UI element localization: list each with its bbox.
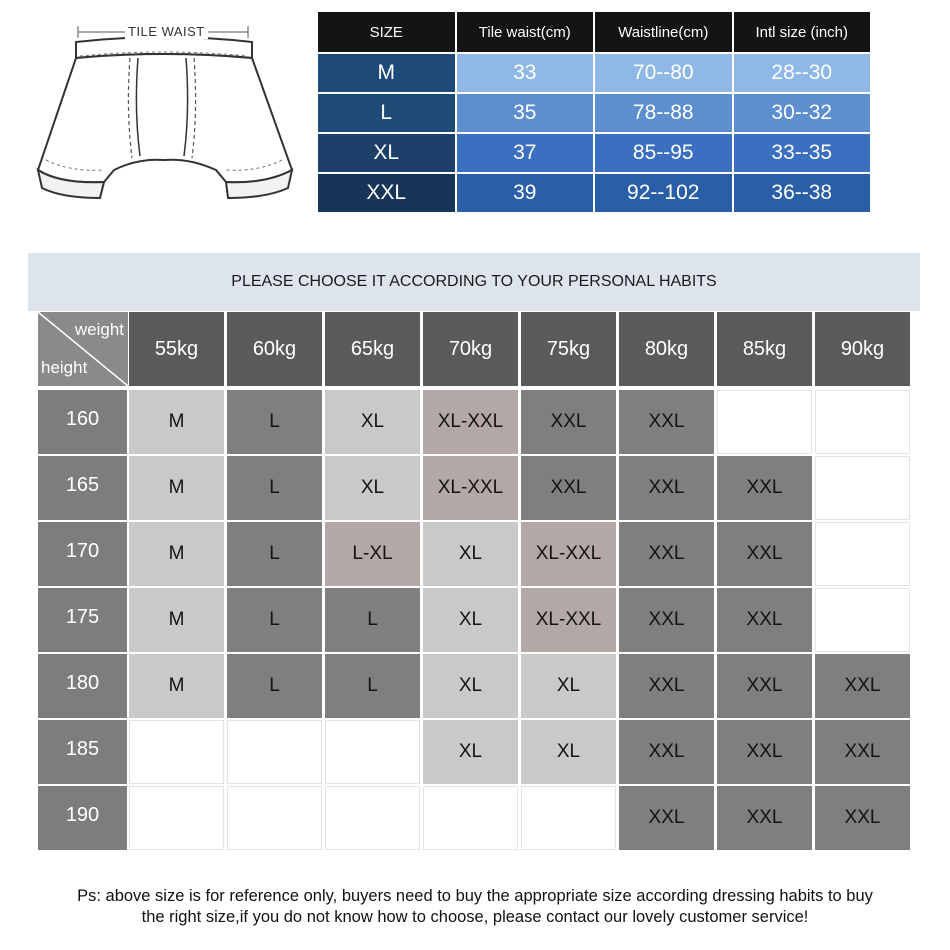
size-cell: L xyxy=(227,588,322,652)
size-table-header-row xyxy=(318,12,870,52)
size-cell: XXL xyxy=(717,456,812,520)
empty-cell xyxy=(325,720,420,784)
weight-header: 60kg xyxy=(227,312,322,386)
empty-cell xyxy=(815,456,910,520)
empty-cell xyxy=(423,786,518,850)
table-row xyxy=(318,54,870,92)
instruction-banner: PLEASE CHOOSE IT ACCORDING TO YOUR PERSONAL HABITS xyxy=(28,253,920,311)
size-cell: L xyxy=(318,94,455,132)
size-cell: XL xyxy=(325,390,420,454)
weight-header: 65kg xyxy=(325,312,420,386)
corner-height-label: height xyxy=(41,358,88,377)
size-cell: XL-XXL xyxy=(423,456,518,520)
size-cell: L xyxy=(227,522,322,586)
size-cell: L xyxy=(325,588,420,652)
size-cell: XL xyxy=(318,134,455,172)
height-header: 170 xyxy=(38,522,127,586)
intl-size-header: Intl size (inch) xyxy=(734,12,871,52)
size-cell: XXL xyxy=(717,654,812,718)
size-cell: XXL xyxy=(619,390,714,454)
height-header: 165 xyxy=(38,456,127,520)
footnote-line-1: Ps: above size is for reference only, buyers need to buy the appropriate size according dressing habits to buy xyxy=(77,887,873,905)
size-cell: XL xyxy=(521,654,616,718)
empty-cell xyxy=(227,786,322,850)
weight-header: 85kg xyxy=(717,312,812,386)
size-cell: M xyxy=(129,522,224,586)
size-cell: XL xyxy=(423,522,518,586)
size-cell: XXL xyxy=(318,174,455,212)
empty-cell xyxy=(815,588,910,652)
size-cell: XXL xyxy=(521,390,616,454)
size-header: SIZE xyxy=(318,12,455,52)
size-cell: XXL xyxy=(619,720,714,784)
table-row xyxy=(318,94,870,132)
size-cell: XXL xyxy=(619,456,714,520)
size-cell: XXL xyxy=(815,654,910,718)
size-table xyxy=(316,10,872,214)
size-cell: XL xyxy=(423,588,518,652)
empty-cell xyxy=(227,720,322,784)
size-cell: XXL xyxy=(619,654,714,718)
size-cell: XXL xyxy=(717,522,812,586)
tile-waist-label: TILE WAIST xyxy=(125,24,208,39)
footnote xyxy=(20,886,930,928)
footnote-line-2: the right size,if you do not know how to choose, please contact our lovely customer service! xyxy=(141,908,809,926)
empty-cell xyxy=(521,786,616,850)
size-cell: L xyxy=(325,654,420,718)
intl-size-cell: 28--30 xyxy=(734,54,871,92)
height-header: 160 xyxy=(38,390,127,454)
tile-waist-cell: 35 xyxy=(457,94,594,132)
size-cell: XXL xyxy=(815,786,910,850)
size-cell: XXL xyxy=(619,786,714,850)
waistline-header: Waistline(cm) xyxy=(595,12,732,52)
size-cell: M xyxy=(129,654,224,718)
corner-weight-label: weight xyxy=(74,320,124,339)
waistline-cell: 70--80 xyxy=(595,54,732,92)
intl-size-cell: 33--35 xyxy=(734,134,871,172)
size-cell: XXL xyxy=(717,786,812,850)
intl-size-cell: 30--32 xyxy=(734,94,871,132)
height-header: 175 xyxy=(38,588,127,652)
empty-cell xyxy=(815,390,910,454)
height-header: 180 xyxy=(38,654,127,718)
empty-cell xyxy=(815,522,910,586)
size-cell: XXL xyxy=(619,522,714,586)
size-cell: XL xyxy=(325,456,420,520)
size-cell: L-XL xyxy=(325,522,420,586)
empty-cell xyxy=(325,786,420,850)
size-cell: XXL xyxy=(521,456,616,520)
weight-header: 75kg xyxy=(521,312,616,386)
height-header: 190 xyxy=(38,786,127,850)
waistline-cell: 85--95 xyxy=(595,134,732,172)
empty-cell xyxy=(129,720,224,784)
table-row xyxy=(318,134,870,172)
size-cell: L xyxy=(227,390,322,454)
tile-waist-header: Tile waist(cm) xyxy=(457,12,594,52)
size-cell: L xyxy=(227,456,322,520)
size-cell: M xyxy=(318,54,455,92)
tile-waist-cell: 37 xyxy=(457,134,594,172)
waistline-cell: 78--88 xyxy=(595,94,732,132)
tile-waist-cell: 33 xyxy=(457,54,594,92)
size-cell: XL xyxy=(423,720,518,784)
grid-corner-header xyxy=(38,312,128,386)
size-cell: XL xyxy=(521,720,616,784)
size-cell: XXL xyxy=(717,588,812,652)
size-cell: XXL xyxy=(717,720,812,784)
weight-header: 90kg xyxy=(815,312,910,386)
weight-header: 55kg xyxy=(129,312,224,386)
empty-cell xyxy=(717,390,812,454)
size-cell: XXL xyxy=(619,588,714,652)
tile-waist-cell: 39 xyxy=(457,174,594,212)
intl-size-cell: 36--38 xyxy=(734,174,871,212)
weight-header: 80kg xyxy=(619,312,714,386)
height-header: 185 xyxy=(38,720,127,784)
size-cell: XL-XXL xyxy=(521,588,616,652)
table-row xyxy=(318,174,870,212)
waistline-cell: 92--102 xyxy=(595,174,732,212)
size-cell: XL-XXL xyxy=(423,390,518,454)
boxer-briefs-illustration xyxy=(30,20,310,210)
size-cell: XL-XXL xyxy=(521,522,616,586)
weight-header: 70kg xyxy=(423,312,518,386)
size-cell: XXL xyxy=(815,720,910,784)
size-cell: XL xyxy=(423,654,518,718)
size-cell: M xyxy=(129,588,224,652)
size-cell: M xyxy=(129,456,224,520)
empty-cell xyxy=(129,786,224,850)
size-cell: M xyxy=(129,390,224,454)
size-cell: L xyxy=(227,654,322,718)
